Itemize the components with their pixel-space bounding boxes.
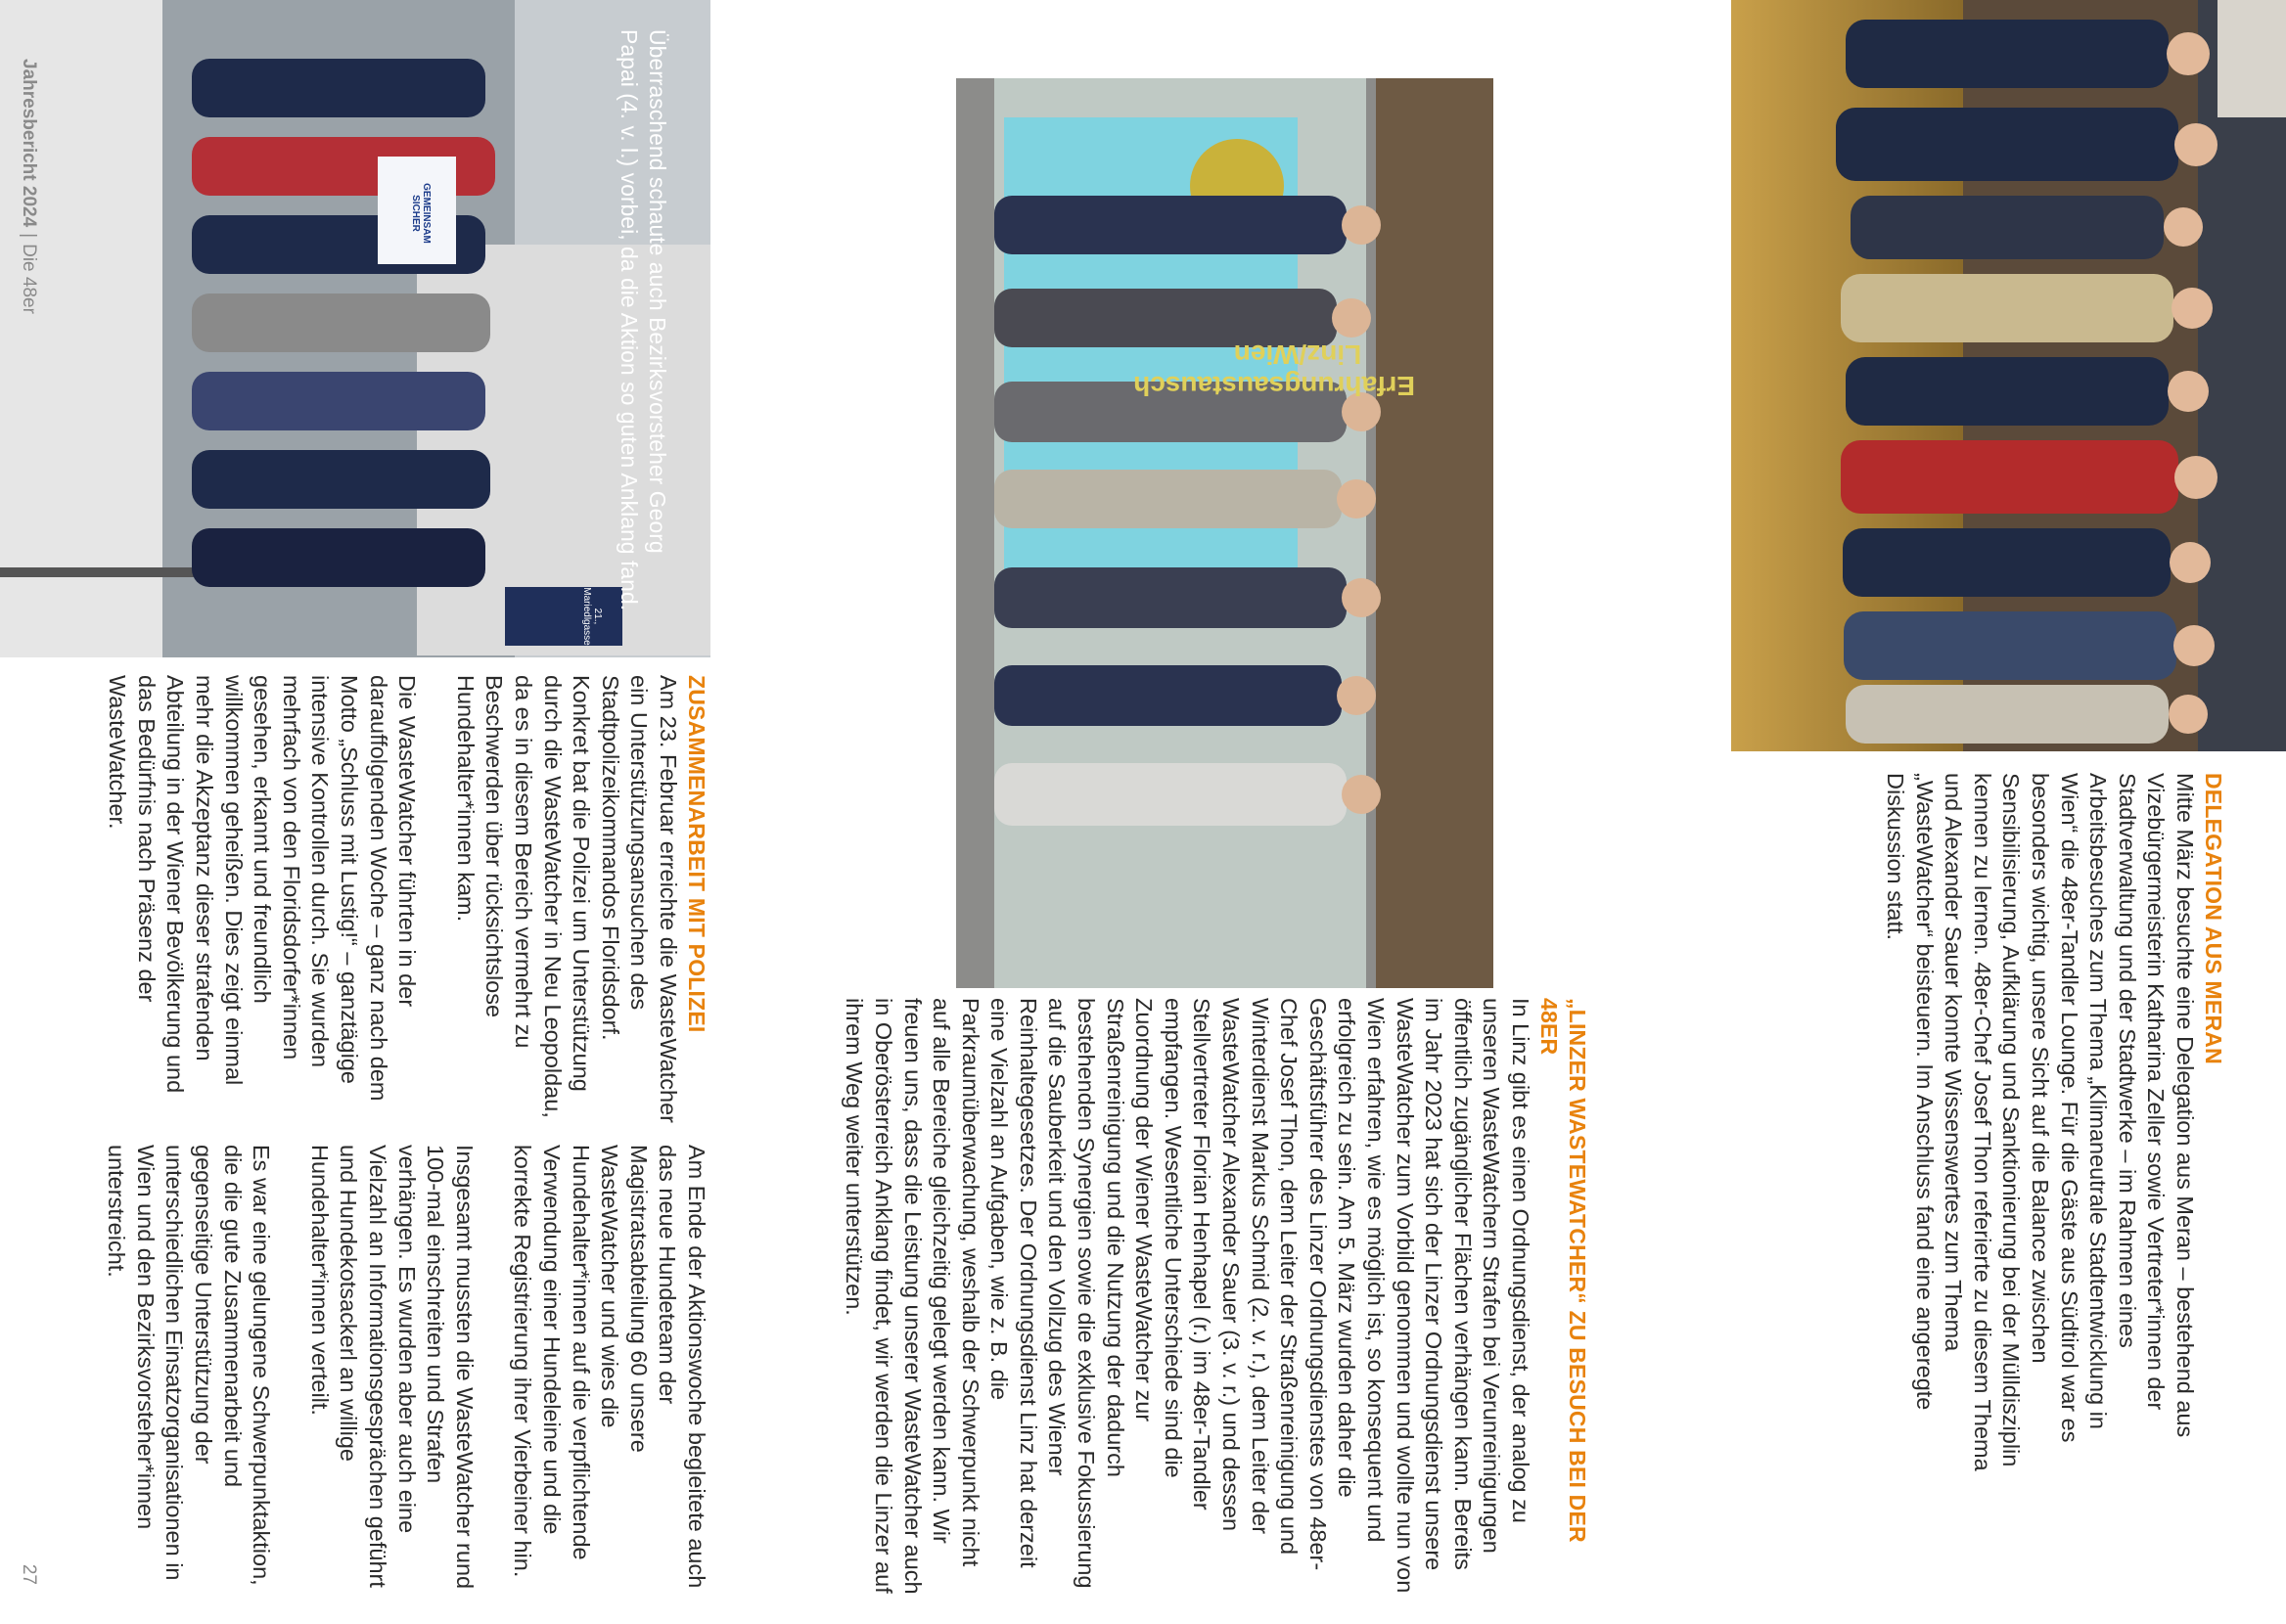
- banner-line-2: Linz/Wien: [1233, 339, 1362, 370]
- polizei-right-paragraph: Am Ende der Aktionswoche begleitete auch das neue Hundeteam der Magistratsabteilung 60 unsere WasteWatcher und wies die Hundehalter*innen auf die verpflichtende Verwendung einer Hundeleine und die korrekte Registrierung ihrer Vierbeiner hin.: [510, 1145, 709, 1589]
- meran-heading: DELEGATION AUS MERAN: [2201, 773, 2226, 1064]
- footer-report: Jahresbericht 2024: [19, 59, 39, 228]
- sign-text: GEMEINSAM SICHER: [410, 183, 432, 244]
- polizei-heading: ZUSAMMENARBEIT MIT POLIZEI: [684, 675, 709, 1033]
- polizei-left-paragraph: Die WasteWatcher führten in der darauffolgenden Woche – ganz nach dem Motto „Schluss mit Lustig!“ – ganztägige intensive Kontrollen durch. Sie wurden mehrfach von den Floridsdorfer*innen gesehen, erkannt und freundlich willkommen geheißen. Dies zeigt einmal mehr die Akzeptanz dieser strafenden Abteilung in der Wiener Bevölkerung und das Bedürfnis nach Präsenz der WasteWatcher.: [105, 675, 421, 1102]
- linz-heading: „LINZER WASTEWATCHER“ ZU BESUCH BEI DER 48ER: [1536, 998, 1590, 1543]
- meran-body: Mitte März besuchte eine Delegation aus Meran – bestehend aus Vizebürgermeisterin Katharina Zeller sowie Vertreter*innen der Stadtverwaltung und der Stadtwerke – im Rahmen eines Arbeitsbesuches zum Thema „Klimaneutrale Stadtentwicklung in Wien“ die 48er-Tandler Lounge. Für die Gäste aus Südtirol war es besonders wichtig, unsere Sicht auf die Balance zwischen Sensibilisierung, Aufklärung und Sanktionierung bei der Mülldisziplin kennen zu lernen. 48er-Chef Josef Thon referierte zu diesem Thema und Alexander Sauer konnte Wissenswertes zum Thema „WasteWatcher“ beisteuern. Im Anschluss fand eine angeregte Diskussion statt.: [1883, 773, 2198, 1471]
- footer-separator: |: [19, 233, 39, 239]
- linz-body: In Linz gibt es einen Ordnungsdienst, der analog zu unseren WasteWatchern Strafen bei Verunreinigungen öffentlich zugänglicher Flächen verhängen kann. Bereits im Jahr 2023 hat sich der Linzer Ordnungsdienst unsere WasteWatcher zum Vorbild genommen und wollte nun von Wien erfahren, wie es möglich ist, so konsequent und erfolgreich zu sein. Am 5. März wurden daher die Geschäftsführer des Linzer Ordnungsdienstes von 48er-Chef Josef Thon, dem Leiter der Straßenreinigung und Winterdienst Markus Schmid (2. v. r.), dem Leiter der WasteWatcher Alexander Sauer (3. v. r.) und dessen Stellvertreter Florian Henhapel (r.) im 48er-Tandler empfangen. Wesentliche Unterschiede sind die Zuordnung der Wiener WasteWatcher zur Straßenreinigung und die Nutzung der dadurch bestehenden Synergien sowie die exklusive Fokussierung auf die Sauberkeit und den Vollzug des Wiener Reinhaltegesetzes. Der Ordnungsdienst Linz hat derzeit eine Vielzahl an Aufgaben, wie z. B. die Parkraumüberwachung, weshalb der Schwerpunkt nicht auf alle Bereiche gleichzeitig gelegt werden kann. Wir freuen uns, dass die Leistung unserer WasteWatcher auch in Oberösterreich Anklang findet, wir werden die Linzer auf ihrem Weg weiter unterstützen.: [842, 998, 1533, 1595]
- page-number: 27: [19, 1563, 39, 1585]
- polizei-right-paragraph: Insgesamt mussten die WasteWatcher rund 100-mal einschreiten und Strafen verhängen. Es wurden aber auch eine Vielzahl an Informationsgesprächen geführt und Hundekotsackerl an willige Hundehalter*innen verteilt.: [306, 1145, 478, 1590]
- polizei-caption: Überraschend schaute auch Bezirksvorsteher Georg Papai (4. v. l.) vorbei, da die Aktion so guten Anklang fand.: [617, 29, 670, 611]
- footer-section: Die 48er: [19, 244, 39, 314]
- polizei-right-paragraph: Es war eine gelungene Schwerpunktaktion, die die gute Zusammenarbeit und gegenseitige Unterstützung der unterschiedlichen Einsatzorganisationen in Wien und den Bezirksvorsteher*innen unterstreicht.: [104, 1145, 275, 1586]
- polizei-left-paragraph: Am 23. Februar erreichte die WasteWatcher ein Unterstützungsansuchen des Stadtpolizeikommandos Floridsdorf. Konkret bat die Polizei um Unterstützung durch die WasteWatcher in Neu Leopoldau, da es in diesem Bereich vermehrt zu Beschwerden über rücksichtslose Hundehalter*innen kam.: [452, 675, 681, 1123]
- banner-line-1: Erfahrungsaustausch: [1133, 371, 1415, 401]
- street-sign: 21., Mariedlgasse: [581, 587, 603, 646]
